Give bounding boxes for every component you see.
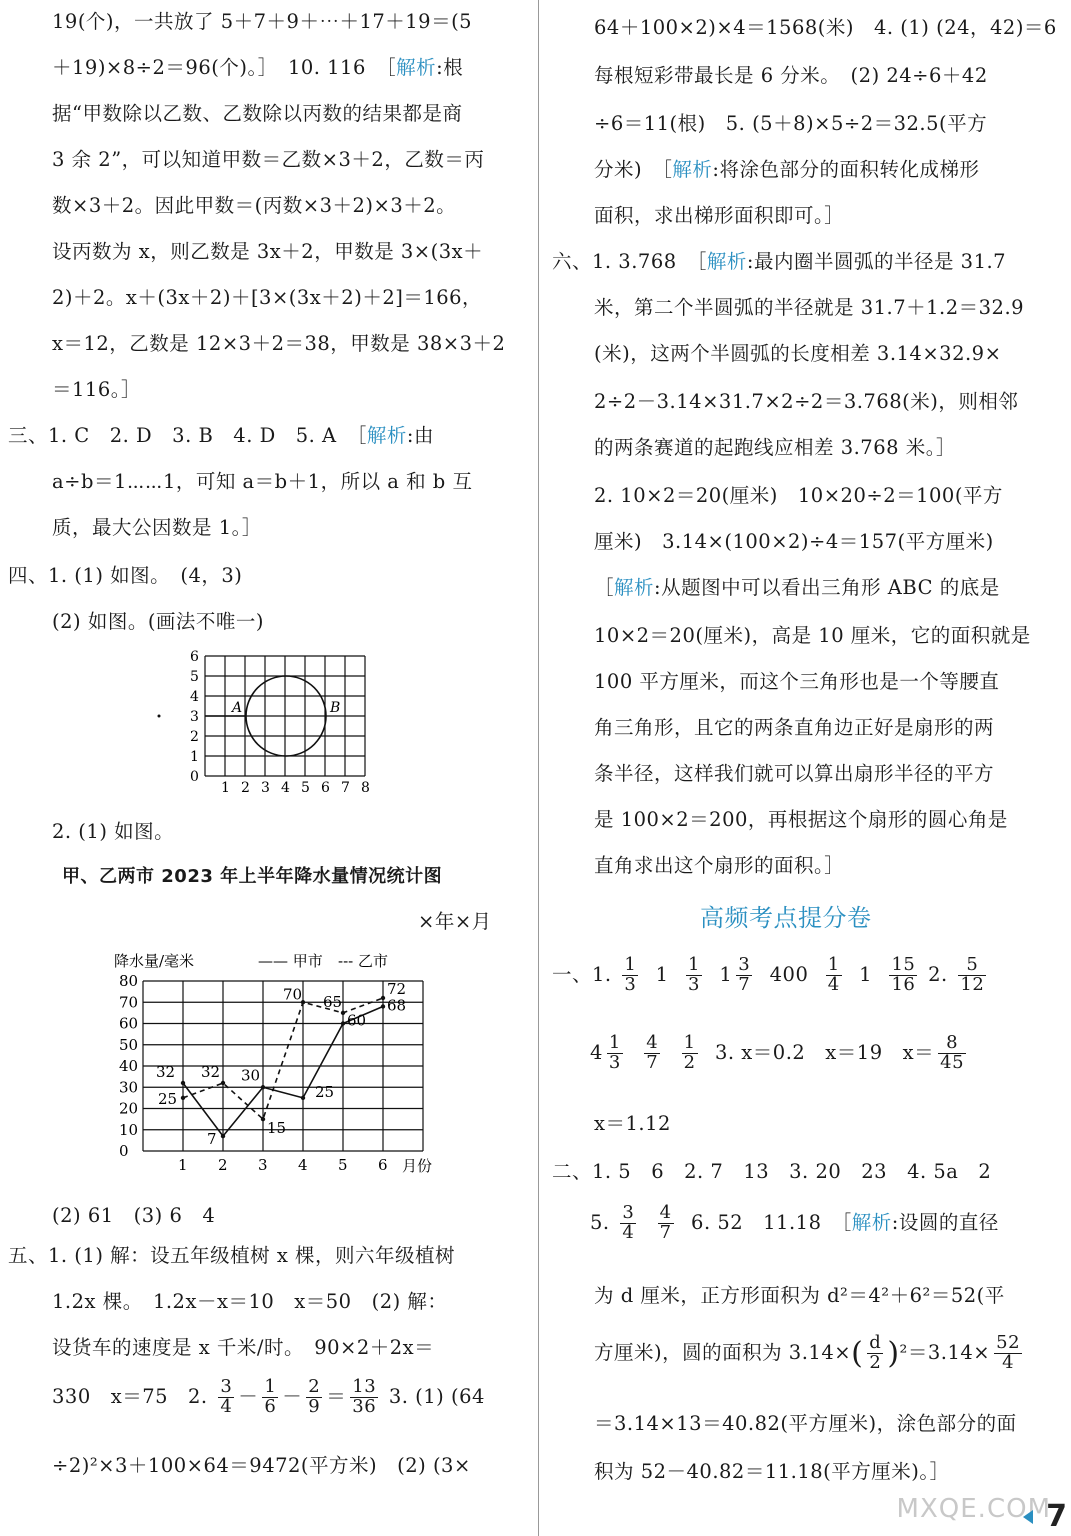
column-divider <box>538 0 539 1536</box>
text-line <box>52 52 463 80</box>
grid-y-tick: 3 <box>190 709 199 725</box>
point-a-label: A <box>232 700 243 716</box>
text-line: 1.2x 棵。 1.2x－x＝10 x＝50 (2) 解： <box>52 1290 448 1313</box>
grid-x-tick: 3 <box>261 780 270 796</box>
section-5-line: 五、1. (1) 解：设五年级植树 x 棵，则六年级植树 <box>8 1244 456 1267</box>
grid-x-tick: 6 <box>321 780 330 796</box>
grid-x-tick: 8 <box>361 780 370 796</box>
page-arrow-icon <box>1023 1510 1033 1524</box>
data-point <box>221 1081 225 1085</box>
text-line: 100 平方厘米，而这个三角形也是一个等腰直 <box>594 670 1000 693</box>
denominator: 7 <box>659 1221 672 1243</box>
text-line: ＝116。］ <box>52 378 141 401</box>
analysis-tag: 解析 <box>851 1210 892 1234</box>
chart-y-tick: 40 <box>119 1057 139 1075</box>
data-label: 25 <box>315 1082 335 1101</box>
text-line: ÷6＝11(根) 5. (5＋8)×5÷2＝32.5(平方 <box>594 112 988 135</box>
numerator: 2 <box>308 1376 321 1397</box>
numerator: 3 <box>738 954 751 975</box>
chart-y-tick: 60 <box>119 1014 139 1033</box>
grid-x-tick: 7 <box>341 780 350 796</box>
analysis-tag: 解析 <box>672 158 713 181</box>
text-line: 厘米) 3.14×(100×2)÷4＝157(平方厘米) <box>594 530 994 553</box>
chart-series <box>156 980 406 1148</box>
fraction-line: 330 x＝75 2. $\frac{3}{4}$ － $\frac{1}{6}$ － $\frac{2}{9}$ ＝ $\frac{13}{36}$ 3. (1) (64 <box>52 1376 485 1417</box>
text-line: 19(个)，一共放了 5＋7＋9＋⋯＋17＋19＝(5 <box>52 10 473 33</box>
text-span: 1 <box>719 962 733 986</box>
grid-y-labels <box>190 649 199 785</box>
rainfall-line-chart <box>110 946 450 1181</box>
text-span: 一、1. <box>552 962 612 986</box>
grid-y-tick: 6 <box>190 649 199 665</box>
chart-y-tick: 80 <box>119 972 139 990</box>
text-line: 直角求出这个扇形的面积。］ <box>594 854 845 877</box>
text-span: 3. x＝0.2 x＝19 x＝ <box>715 1040 935 1064</box>
denominator: 6 <box>264 1395 277 1417</box>
fraction <box>889 956 917 995</box>
grid-y-tick: 2 <box>190 729 199 745</box>
numerator: 15 <box>891 954 916 975</box>
chart-y-tick: 70 <box>119 993 139 1012</box>
text-span: :将涂色部分的面积转化成梯形 <box>712 158 980 181</box>
section-6-line <box>552 246 1006 274</box>
text-line: 设丙数为 x，则乙数是 3x＋2，甲数是 3×(3x＋ <box>52 240 484 263</box>
chart-x-tick: 2 <box>218 1156 228 1174</box>
denominator: 45 <box>940 1051 965 1073</box>
denominator: 2 <box>869 1351 882 1373</box>
text-line: ＝3.14×13＝40.82(平方厘米)，涂色部分的面 <box>594 1412 1017 1435</box>
chart-y-tick: 20 <box>119 1099 139 1118</box>
fraction-line <box>590 1034 970 1073</box>
text-span: 6. 52 11.18 ［ <box>691 1210 852 1234</box>
fraction <box>958 956 986 995</box>
text-line: ÷2)²×3＋100×64＝9472(平方米) (2) (3× <box>52 1454 471 1477</box>
text-line: 是 100×2＝200，再根据这个扇形的圆心角是 <box>594 808 1008 831</box>
fraction <box>658 1204 674 1243</box>
numerator: 1 <box>827 954 840 975</box>
data-label: 30 <box>241 1066 261 1085</box>
text-span: 1 <box>859 962 873 986</box>
fraction <box>622 956 638 995</box>
fraction-line <box>590 1204 999 1243</box>
data-label: 60 <box>347 1011 367 1030</box>
chart-y-tick: 30 <box>119 1078 139 1097</box>
chart-y-tick: 50 <box>119 1035 139 1054</box>
numerator: 52 <box>996 1332 1021 1353</box>
fraction <box>620 1204 636 1243</box>
chart-date: ×年×月 <box>418 910 492 933</box>
fraction <box>826 956 842 995</box>
text-span: 2. <box>928 962 948 986</box>
data-label: 32 <box>156 1063 176 1081</box>
paren-left: ( <box>851 1335 864 1371</box>
denominator: 12 <box>960 973 985 995</box>
text-line: (2) 61 (3) 6 4 <box>52 1204 216 1227</box>
grid-y-tick: 1 <box>190 749 199 765</box>
data-label: 25 <box>158 1089 178 1108</box>
fraction <box>686 956 702 995</box>
numerator: 3 <box>622 1202 635 1223</box>
text-line: 2)＋2。x＋(3x＋2)＋[3×(3x＋2)＋2]＝166， <box>52 286 483 309</box>
text-span: 六、1. 3.768 ［ <box>552 250 707 273</box>
numerator: 1 <box>264 1376 277 1397</box>
chart-x-tick: 6 <box>378 1156 388 1174</box>
denominator: 3 <box>624 973 637 995</box>
numerator: 4 <box>659 1202 672 1223</box>
text-span: 分米) ［ <box>594 158 673 181</box>
text-span: ＋19)×8÷2＝96(个)。］ 10. 116 ［ <box>52 56 397 79</box>
fraction <box>867 1334 883 1373</box>
numerator: 5 <box>958 956 986 976</box>
text-span: :最内圈半圆弧的半径是 31.7 <box>746 250 1007 273</box>
legend-dashed: --- 乙市 <box>338 952 388 970</box>
grid-y-tick: 4 <box>190 689 199 705</box>
chart-x-ticks <box>178 1156 388 1174</box>
denominator: 16 <box>891 973 916 995</box>
fraction <box>736 956 752 995</box>
data-point <box>381 996 385 1000</box>
denominator: 7 <box>646 1051 659 1073</box>
chart-x-tick: 1 <box>178 1156 188 1174</box>
text-span: ［ <box>594 576 615 599</box>
text-span: 400 <box>769 962 809 986</box>
grid-y-tick: 5 <box>190 669 199 685</box>
text-span: ²＝3.14× <box>899 1340 991 1364</box>
text-span: :由 <box>406 424 434 447</box>
text-span: :根 <box>436 56 464 79</box>
data-point <box>341 1021 345 1025</box>
analysis-tag: 解析 <box>396 56 437 79</box>
data-label: 7 <box>207 1130 217 1149</box>
numerator: 1 <box>688 954 700 975</box>
watermark: MXQE.COM <box>896 1494 1051 1524</box>
denominator: 2 <box>683 1051 696 1073</box>
fraction <box>607 1034 623 1073</box>
text-span: 330 x＝75 2. <box>52 1384 208 1408</box>
data-label: 65 <box>323 992 343 1011</box>
text-line: 质，最大公因数是 1。］ <box>52 516 262 539</box>
section-4-line: 四、1. (1) 如图。 (4，3) <box>8 564 243 587</box>
fraction <box>350 1378 378 1417</box>
chart-x-axis-label: 月份 <box>402 1157 433 1175</box>
text-line: 数×3＋2。因此甲数＝(丙数×3＋2)×3＋2。 <box>52 194 457 217</box>
numerator: 3 <box>220 1376 233 1397</box>
data-point <box>261 1085 265 1089</box>
paren-right: ) <box>887 1335 900 1371</box>
text-line: 据“甲数除以乙数、乙数除以丙数的结果都是商 <box>52 102 463 125</box>
fraction <box>262 1378 278 1417</box>
chart-y-axis-label: 降水量/毫米 <box>114 952 195 970</box>
text-span: 1 <box>655 962 669 986</box>
analysis-tag: 解析 <box>706 250 747 273</box>
data-label: 32 <box>201 1063 221 1081</box>
fraction <box>644 1034 660 1073</box>
text-line: x＝1.12 <box>594 1112 671 1135</box>
text-span: 4 <box>590 1040 603 1064</box>
data-point <box>181 1081 185 1085</box>
text-line: 3 余 2”，可以知道甲数＝乙数×3＋2，乙数＝丙 <box>52 148 485 171</box>
chart-y-tick: 0 <box>119 1142 129 1160</box>
chart-title: 甲、乙两市 2023 年上半年降水量情况统计图 <box>62 866 443 887</box>
text-span: :设圆的直径 <box>891 1210 999 1234</box>
denominator: 3 <box>688 973 700 995</box>
data-label: 72 <box>387 980 407 998</box>
grid-x-tick: 4 <box>281 780 290 796</box>
text-line: 每根短彩带最长是 6 分米。 (2) 24÷6＋42 <box>594 64 988 87</box>
text-line: 为 d 厘米，正方形面积为 d²＝4²＋6²＝52(平 <box>594 1284 1005 1307</box>
data-label: 70 <box>283 985 303 1004</box>
fraction-line <box>552 956 990 995</box>
grid-x-tick: 5 <box>301 780 310 796</box>
text-span: 三、1. C 2. D 3. B 4. D 5. A ［ <box>8 424 367 447</box>
text-span: 3. (1) (64 <box>388 1384 485 1408</box>
text-line <box>594 154 979 182</box>
text-span: :从题图中可以看出三角形 ABC 的底是 <box>654 576 1000 599</box>
data-point <box>181 1096 185 1100</box>
grid-x-tick: 1 <box>221 780 230 796</box>
chart-y-ticks <box>119 972 138 1160</box>
data-point <box>301 1096 305 1100</box>
numerator: d <box>869 1332 882 1353</box>
fraction <box>994 1334 1022 1373</box>
text-line: 积为 52－40.82＝11.18(平方厘米)。］ <box>594 1460 950 1483</box>
text-line: 角三角形，且它的两条直角边正好是扇形的两 <box>594 716 995 739</box>
numerator: 1 <box>624 954 637 975</box>
numerator: 13 <box>352 1376 377 1397</box>
text-line: 设货车的速度是 x 千米/时。 90×2＋2x＝ <box>52 1336 435 1359</box>
fraction <box>682 1034 698 1073</box>
text-line: 64＋100×2)×4＝1568(米) 4. (1) (24，42)＝6 <box>594 16 1057 39</box>
denominator: 4 <box>622 1221 635 1243</box>
denominator: 4 <box>827 973 840 995</box>
denominator: 4 <box>220 1395 233 1417</box>
numerator: 1 <box>683 1032 696 1053</box>
chart-y-tick: 10 <box>119 1120 139 1139</box>
analysis-tag: 解析 <box>614 576 655 599</box>
section-3-line <box>8 420 434 448</box>
text-line <box>594 572 1000 600</box>
grid-x-tick: 2 <box>241 780 250 796</box>
text-span: 5. <box>590 1210 610 1234</box>
numerator: 1 <box>608 1032 621 1053</box>
fraction <box>938 1034 966 1073</box>
analysis-tag: 解析 <box>366 424 407 447</box>
page-number: 7 <box>1046 1499 1067 1534</box>
data-point <box>341 1011 345 1015</box>
data-label: 15 <box>267 1119 287 1138</box>
numerator: 4 <box>646 1032 659 1053</box>
chart-x-tick: 4 <box>298 1156 308 1174</box>
text-line: x＝12，乙数是 12×3＋2＝38，甲数是 38×3＋2 <box>52 332 506 355</box>
text-line: a÷b＝1⋯⋯1，可知 a＝b＋1，所以 a 和 b 互 <box>52 470 473 493</box>
denominator: 36 <box>352 1395 377 1417</box>
text-line: 的两条赛道的起跑线应相差 3.768 米。］ <box>594 436 956 459</box>
denominator: 3 <box>608 1051 621 1073</box>
data-point <box>221 1134 225 1138</box>
text-line: 2÷2－3.14×31.7×2÷2＝3.768(米)，则相邻 <box>594 390 1019 413</box>
text-span: 方厘米)，圆的面积为 3.14× <box>594 1340 852 1364</box>
data-point <box>381 1004 385 1008</box>
denominator: 9 <box>308 1395 321 1417</box>
fraction <box>218 1378 234 1417</box>
numerator: 8 <box>938 1034 966 1054</box>
stray-dot <box>158 715 161 718</box>
data-label: 68 <box>387 996 407 1015</box>
denominator: 7 <box>738 973 751 995</box>
fraction <box>306 1378 322 1417</box>
grid-x-labels <box>221 780 370 796</box>
text-line: 条半径，这样我们就可以算出扇形半径的平方 <box>594 762 995 785</box>
section-title: 高频考点提分卷 <box>700 904 872 932</box>
text-line: 面积，求出梯形面积即可。］ <box>594 204 845 227</box>
grid-y-tick: 0 <box>190 769 199 785</box>
text-line: 二、1. 5 6 2. 7 13 3. 20 23 4. 5a 2 <box>552 1160 992 1183</box>
legend-solid: —— 甲市 <box>258 952 323 970</box>
text-line: 10×2＝20(厘米)，高是 10 厘米，它的面积就是 <box>594 624 1031 647</box>
point-b-label: B <box>330 700 341 716</box>
text-line: 2. (1) 如图。 <box>52 820 175 843</box>
chart-x-tick: 3 <box>258 1156 268 1174</box>
fraction-line <box>594 1334 1026 1373</box>
chart-x-tick: 5 <box>338 1156 348 1174</box>
denominator: 4 <box>1002 1351 1015 1373</box>
text-line: (米)，这两个半圆弧的长度相差 3.14×32.9× <box>594 342 1002 365</box>
data-point <box>261 1117 265 1121</box>
text-line: 2. 10×2＝20(厘米) 10×20÷2＝100(平方 <box>594 484 1003 507</box>
coordinate-grid-figure <box>150 648 390 798</box>
text-line: (2) 如图。(画法不唯一) <box>52 610 265 633</box>
text-line: 米，第二个半圆弧的半径就是 31.7＋1.2＝32.9 <box>594 296 1025 319</box>
text-span: ＝ <box>326 1384 347 1408</box>
